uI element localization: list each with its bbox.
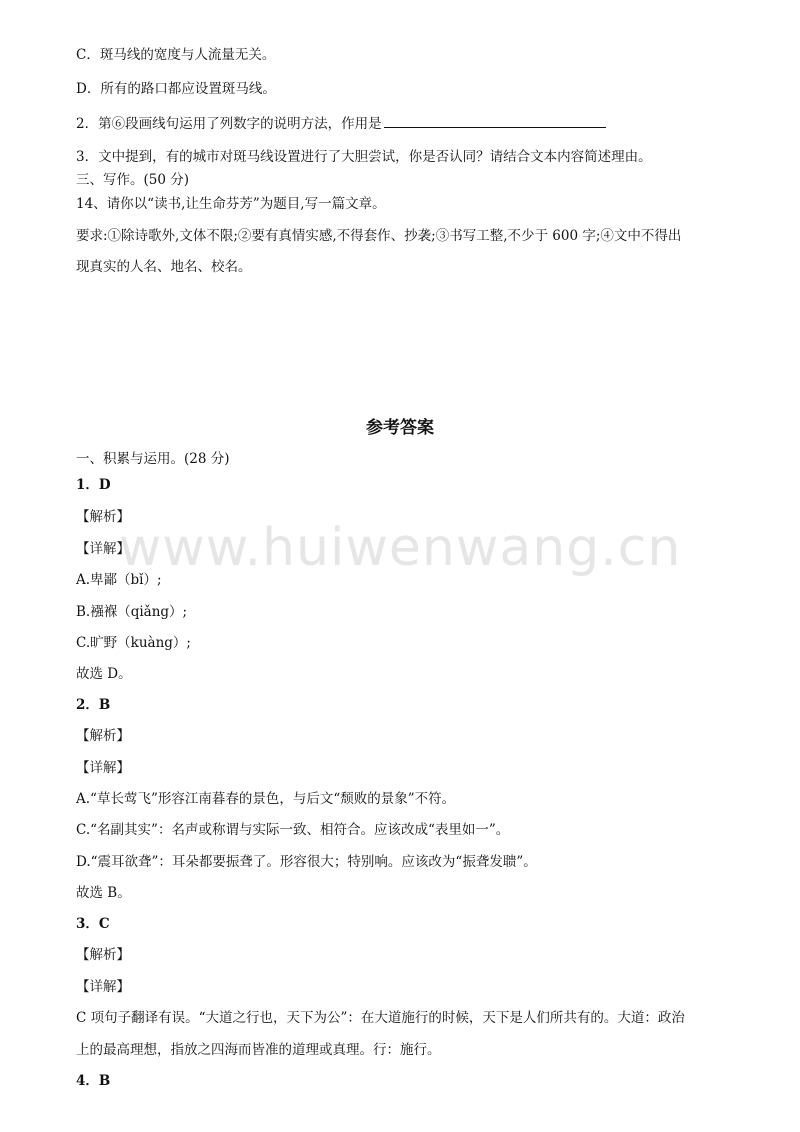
answer-2-option-c: C.“名副其实”：名声或称谓与实际一致、相符合。应该改成“表里如一”。 [76, 822, 510, 838]
question-14: 14、请你以“读书,让生命芬芳”为题目,写一篇文章。 [76, 196, 386, 212]
answer-2-option-d: D.“震耳欲聋”：耳朵都要振聋了。形容很大；特别响。应该改为“振聋发聩”。 [76, 854, 537, 870]
answer-3-number: 3．C [76, 916, 110, 932]
watermark: www.huiwenwang.cn [118, 518, 682, 578]
question-option-d: D．所有的路口都应设置斑马线。 [76, 81, 276, 97]
answer-1-option-a: A.卑鄙（bǐ）; [76, 572, 162, 588]
section-3-heading: 三、写作。(50 分) [76, 172, 190, 188]
answer-2-option-a: A.“草长莺飞”形容江南暮春的景色，与后文“颓败的景象”不符。 [76, 791, 456, 807]
answer-1-option-c: C.旷野（kuàng）; [76, 635, 191, 651]
answer-2-detail-label: 【详解】 [76, 760, 130, 776]
answer-3-line-2: 上的最高理想，指放之四海而皆准的道理或真理。行：施行。 [76, 1042, 441, 1058]
question-3: 3．文中提到，有的城市对斑马线设置进行了大胆尝试，你是否认同？请结合文本内容简述理由。 [76, 149, 652, 165]
answer-3-line-1: C 项句子翻译有误。“大道之行也，天下为公”：在大道施行的时候，天下是人们所共有的。大道：政治 [76, 1010, 685, 1026]
requirements-line-1: 要求:①除诗歌外,文体不限;②要有真情实感,不得套作、抄袭;③书写工整,不少于 600 字;④文中不得出 [76, 228, 682, 244]
requirements-line-2: 现真实的人名、地名、校名。 [76, 259, 252, 275]
answer-3-detail-label: 【详解】 [76, 979, 130, 995]
answers-section-1: 一、积累与运用。(28 分) [76, 451, 230, 467]
answer-2-analysis-label: 【解析】 [76, 728, 130, 744]
question-2-text: 2．第⑥段画线句运用了列数字的说明方法，作用是 [76, 116, 382, 132]
question-2 [76, 113, 606, 134]
answer-1-option-b: B.襁褓（qiǎng）; [76, 604, 188, 620]
answer-blank [384, 113, 606, 128]
answer-1-conclusion: 故选 D。 [76, 666, 132, 682]
answer-2-number: 2．B [76, 697, 111, 713]
answers-title: 参考答案 [366, 418, 434, 438]
answer-1-analysis-label: 【解析】 [76, 509, 130, 525]
answer-4-number: 4．B [76, 1073, 111, 1089]
answer-3-analysis-label: 【解析】 [76, 947, 130, 963]
answer-1-number: 1．D [76, 477, 111, 493]
answer-2-conclusion: 故选 B。 [76, 885, 131, 901]
question-option-c: C．斑马线的宽度与人流量无关。 [76, 47, 276, 63]
answer-1-detail-label: 【详解】 [76, 541, 130, 557]
